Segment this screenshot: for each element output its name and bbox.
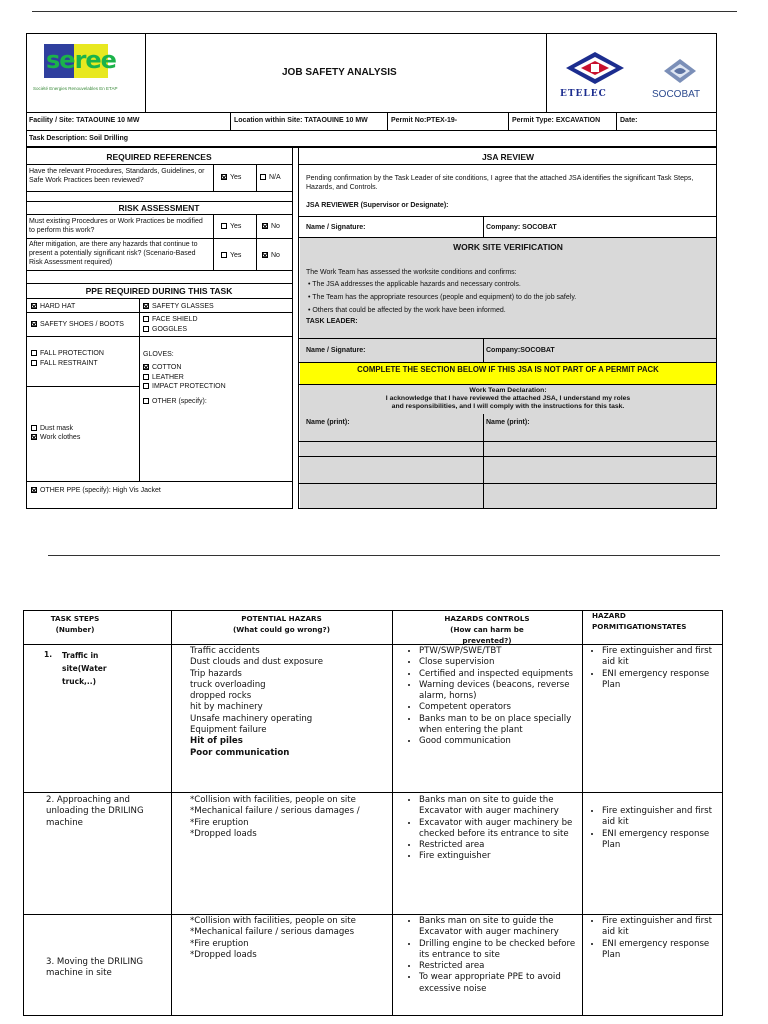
goggles-checkbox[interactable]: GOGGLES — [143, 325, 187, 334]
row1-step: Traffic in site(Water truck,..) — [62, 651, 107, 686]
work-site-intro: The Work Team has assessed the worksite conditions and confirms: — [306, 269, 517, 276]
middle-rule — [48, 555, 720, 556]
other-gloves-checkbox[interactable]: OTHER (specify): — [143, 397, 207, 406]
permit-no-field: Permit No:PTEX-19- — [391, 117, 458, 124]
row3-mitigation: • Fire extinguisher and first aid kit • ENI emergency response Plan — [589, 916, 719, 961]
header-task-steps: TASK STEPS (Number) — [50, 614, 100, 634]
permit-type-field: Permit Type: EXCAVATION — [512, 117, 601, 124]
work-clothes-checkbox[interactable]: Work clothes — [31, 433, 80, 442]
work-site-bullet-1: • The JSA addresses the applicable hazards and necessary controls. — [308, 281, 521, 288]
leader-name-signature: Name / Signature: — [306, 347, 366, 354]
row2-controls: • Banks man on site to guide the Excavator with auger machinery • Excavator with auger machinery be checked before its entrance to site • Restricted area • Fire extinguisher — [404, 795, 580, 863]
jsa-review-text: Pending confirmation by the Task Leader of site conditions, I agree that the attached JSA identifies the significant Task Steps, Hazards, and Controls. — [306, 175, 694, 191]
gloves-label: GLOVES: — [143, 351, 174, 358]
leader-company: Company:SOCOBAT — [486, 347, 555, 354]
fall-protection-checkbox[interactable]: FALL PROTECTION — [31, 349, 104, 358]
work-site-bullet-2: • The Team has the appropriate resources (people and equipment) to do the job safely. — [308, 294, 577, 301]
risk-q2: After mitigation, are there any hazards that continue to present a potentially significant risk? (Scenario-Based Risk Assessment required) — [29, 241, 198, 266]
jsa-reviewer-label: JSA REVIEWER (Supervisor or Designate): — [306, 202, 449, 209]
team-name-print-1: Name (print): — [306, 419, 350, 426]
risk-assessment-title: RISK ASSESSMENT — [118, 203, 200, 213]
dust-mask-checkbox[interactable]: Dust mask — [31, 424, 73, 433]
row3-controls: • Banks man on site to guide the Excavator with auger machinery • Drilling engine to be checked before its entrance to site • Restricted area • To wear appropriate PPE to avoid excessive noise — [404, 916, 580, 995]
safety-shoes-checkbox[interactable]: SAFETY SHOES / BOOTS — [31, 320, 124, 329]
row1-number: 1. — [44, 650, 53, 659]
row3-step: 3. Moving the DRILING machine in site — [46, 957, 144, 979]
leather-checkbox[interactable]: LEATHER — [143, 373, 184, 382]
required-references-title: REQUIRED REFERENCES — [106, 152, 212, 162]
declaration-line-1: I acknowledge that I have reviewed the attached JSA, I understand my roles — [385, 395, 631, 402]
row1-controls: • PTW/SWP/SWE/TBT • Close supervision • Certified and inspected equipments • Warning devices (beacons, reverse alarm, horns) • Competent operators • Banks man to be on place specially when entering the plant • Good communication — [404, 646, 576, 748]
risk-q1-yes-checkbox[interactable]: Yes — [221, 222, 241, 231]
task-leader-label: TASK LEADER: — [306, 318, 358, 325]
fall-restraint-checkbox[interactable]: FALL RESTRAINT — [31, 359, 98, 368]
facility-field: Facility / Site: TATAOUINE 10 MW — [29, 117, 140, 124]
cotton-checkbox[interactable]: COTTON — [143, 363, 181, 372]
safety-glasses-checkbox[interactable]: SAFETY GLASSES — [143, 302, 214, 311]
logo-caption: Société Energies Renouvelables En ETAP — [33, 86, 118, 91]
risk-q2-yes-checkbox[interactable]: Yes — [221, 251, 241, 260]
row2-step: 2. Approaching and unloading the DRILING machine — [46, 795, 144, 828]
etelec-logo-icon — [556, 50, 634, 92]
impact-protection-checkbox[interactable]: IMPACT PROTECTION — [143, 382, 226, 391]
row2-mitigation: • Fire extinguisher and first aid kit • ENI emergency response Plan — [589, 806, 719, 851]
header-potential-hazards: POTENTIAL HAZARS (What could go wrong?) — [233, 614, 330, 634]
form-title: JOB SAFETY ANALYSIS — [282, 67, 397, 78]
team-name-print-2: Name (print): — [486, 419, 530, 426]
location-field: Location within Site: TATAOUINE 10 MW — [234, 117, 368, 124]
jsa-review-title: JSA REVIEW — [481, 152, 535, 162]
other-ppe-checkbox[interactable]: OTHER PPE (specify): High Vis Jacket — [31, 486, 161, 495]
work-site-bullet-3: • Others that could be affected by the work have been informed. — [308, 307, 506, 314]
row2-hazards: *Collision with facilities, people on site *Mechanical failure / serious damages / *Fire eruption *Dropped loads — [190, 795, 360, 839]
row1-hazards: Traffic accidents Dust clouds and dust exposure Trip hazards truck overloading dropped rocks hit by machinery Unsafe machinery operating Equipment failure Hit of piles Poor communication — [190, 646, 323, 758]
permit-pack-banner-text: COMPLETE THE SECTION BELOW IF THIS JSA IS NOT PART OF A PERMIT PACK — [357, 365, 659, 374]
row1-mitigation: • Fire extinguisher and first aid kit • ENI emergency response Plan — [589, 646, 719, 691]
socobat-logo-icon — [662, 58, 698, 84]
declaration-line-2: and responsibilities, and I will comply with the instructions for this task. — [391, 403, 625, 410]
top-rule — [32, 11, 737, 12]
row3-hazards: *Collision with facilities, people on site *Mechanical failure / serious damages *Fire eruption *Dropped loads — [190, 916, 356, 960]
references-na-checkbox[interactable]: N/A — [260, 173, 281, 182]
header-hazard-mitigation: HAZARD PORMITIGATIONSTATES — [592, 611, 687, 631]
face-shield-checkbox[interactable]: FACE SHIELD — [143, 315, 198, 324]
reviewer-name-signature: Name / Signature: — [306, 224, 366, 231]
date-field: Date: — [620, 117, 638, 124]
references-yes-checkbox[interactable]: Yes — [221, 173, 241, 182]
reviewer-company: Company: SOCOBAT — [486, 224, 557, 231]
risk-q1: Must existing Procedures or Work Practices be modified to perform this work? — [29, 218, 203, 234]
hard-hat-checkbox[interactable]: HARD HAT — [31, 302, 75, 311]
socobat-label: SOCOBAT — [652, 89, 701, 100]
etelec-label: ETELEC — [560, 89, 607, 99]
risk-q1-no-checkbox[interactable]: No — [262, 222, 280, 231]
task-description: Task Description: Soil Drilling — [29, 135, 129, 142]
risk-q2-no-checkbox[interactable]: No — [262, 251, 280, 260]
references-question: Have the relevant Procedures, Standards, Guidelines, or Safe Work Practices been reviewed? — [29, 168, 205, 184]
ppe-title: PPE REQUIRED DURING THIS TASK — [85, 286, 233, 296]
work-site-verification-title: WORK SITE VERIFICATION — [453, 242, 563, 252]
seree-logo: seree — [44, 44, 108, 78]
declaration-title: Work Team Declaration: — [469, 387, 547, 394]
header-hazards-controls: HAZARDS CONTROLS (How can harm be prevented?) — [444, 614, 530, 645]
